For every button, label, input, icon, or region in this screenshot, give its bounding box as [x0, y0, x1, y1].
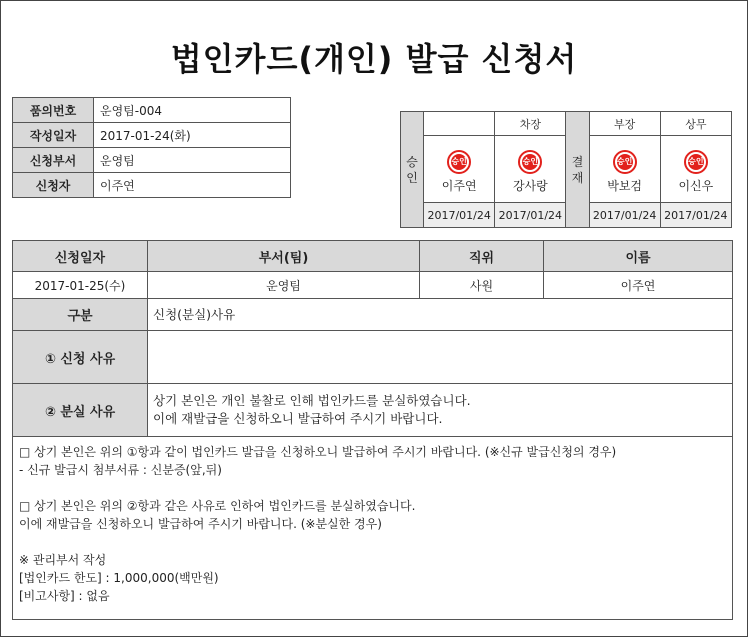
- document-title: 법인카드(개인) 발급 신청서: [170, 40, 578, 78]
- position-value: 사원: [420, 272, 544, 299]
- info-row: [13, 123, 291, 148]
- info-row: [13, 148, 291, 173]
- approval-date: 2017/01/24: [495, 203, 566, 228]
- approve-side-label: [566, 112, 589, 228]
- header-position: 직위: [420, 241, 544, 272]
- info-label: 신청자: [13, 173, 94, 198]
- signer-name: 박보검: [607, 179, 643, 193]
- signature-cell: [660, 136, 731, 203]
- info-value: 운영팀: [94, 148, 291, 173]
- stamp-text: 승인: [688, 154, 704, 170]
- note-line: [법인카드 한도] : 1,000,000(백만원): [19, 571, 219, 585]
- info-table: [12, 97, 291, 198]
- note-line: [19, 479, 726, 497]
- category-label: 구분: [13, 299, 148, 331]
- approval-position: 차장: [495, 112, 566, 136]
- note-line: □ 상기 본인은 위의 ①항과 같이 법인카드 발급을 신청하오니 발급하여 주시기 바랍니다. (※신규 발급신청의 경우): [19, 445, 617, 459]
- info-row: [13, 173, 291, 198]
- info-row: [13, 98, 291, 123]
- signer-name: 이주연: [441, 179, 477, 193]
- apply-side-label: [401, 112, 424, 228]
- lost-reason-line: 상기 본인은 개인 불찰로 인해 법인카드를 분실하였습니다.: [153, 393, 471, 408]
- note-line: ※ 관리부서 작성: [19, 553, 107, 567]
- approval-position: 부장: [589, 112, 660, 136]
- info-label: 품의번호: [13, 98, 94, 123]
- info-label: 작성일자: [13, 123, 94, 148]
- apply-date-value: 2017-01-25(수): [13, 272, 148, 299]
- approval-stamp-icon: [447, 150, 471, 174]
- note-line: - 신규 발급시 첨부서류 : 신분증(앞,뒤): [19, 463, 222, 477]
- department-value: 운영팀: [148, 272, 420, 299]
- stamp-text: 승인: [451, 154, 467, 170]
- application-table: [12, 240, 733, 620]
- header-department: 부서(팀): [148, 241, 420, 272]
- category-value: 신청(분실)사유: [148, 299, 733, 331]
- info-value: 2017-01-24(화): [94, 123, 291, 148]
- approval-table: [400, 111, 732, 228]
- approval-date: 2017/01/24: [589, 203, 660, 228]
- signature-cell: [589, 136, 660, 203]
- lost-reason-value: [148, 384, 733, 437]
- stamp-text: 승인: [522, 154, 538, 170]
- info-value: 운영팀-004: [94, 98, 291, 123]
- note-line: [19, 533, 726, 551]
- info-value: 이주연: [94, 173, 291, 198]
- signer-name: 강사랑: [512, 179, 548, 193]
- approval-stamp-icon: [518, 150, 542, 174]
- header-apply-date: 신청일자: [13, 241, 148, 272]
- apply-reason-label: ① 신청 사유: [13, 331, 148, 384]
- approval-stamp-icon: [613, 150, 637, 174]
- lost-reason-line: 이에 재발급을 신청하오니 발급하여 주시기 바랍니다.: [153, 411, 443, 426]
- approval-position: [424, 112, 495, 136]
- notes-section: [13, 437, 733, 620]
- info-label: 신청부서: [13, 148, 94, 173]
- header-name: 이름: [544, 241, 733, 272]
- apply-label-text: 승인: [406, 154, 418, 185]
- note-line: [비고사항] : 없음: [19, 589, 110, 603]
- signature-cell: [424, 136, 495, 203]
- note-line: □ 상기 본인은 위의 ②항과 같은 사유로 인하여 법인카드를 분실하였습니다.: [19, 499, 416, 513]
- approval-date: 2017/01/24: [660, 203, 731, 228]
- approval-stamp-icon: [684, 150, 708, 174]
- signer-name: 이신우: [678, 179, 714, 193]
- note-line: 이에 재발급을 신청하오니 발급하여 주시기 바랍니다. (※분실한 경우): [19, 517, 382, 531]
- lost-reason-label: ② 분실 사유: [13, 384, 148, 437]
- stamp-text: 승인: [617, 154, 633, 170]
- signature-cell: [495, 136, 566, 203]
- approval-position: 상무: [660, 112, 731, 136]
- apply-reason-value: [148, 331, 733, 384]
- approval-date: 2017/01/24: [424, 203, 495, 228]
- approve-label-text: 결재: [571, 154, 584, 185]
- name-value: 이주연: [544, 272, 733, 299]
